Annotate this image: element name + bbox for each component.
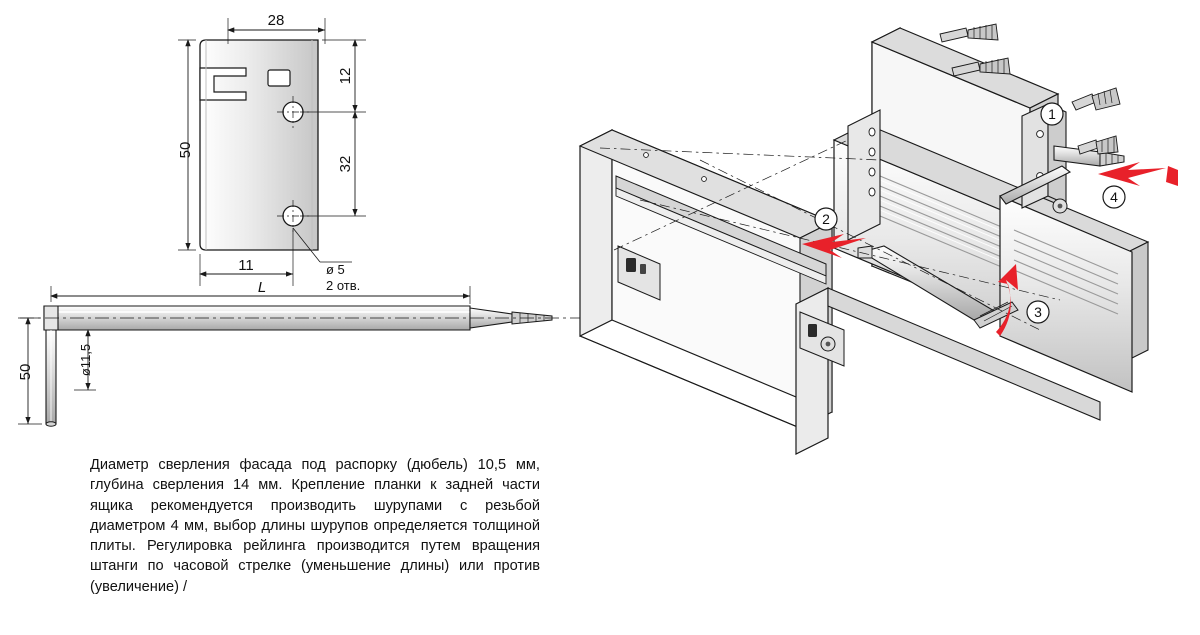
dimension-height-total [177, 40, 196, 250]
dimension-rod-length [51, 279, 470, 304]
callout-1 [1041, 103, 1063, 125]
bracket-plate-front-view [200, 40, 318, 250]
dimension-11-label: 11 [238, 257, 254, 274]
callout-4-label: 4 [1110, 189, 1118, 205]
dimension-rod-diameter [74, 330, 96, 390]
callout-2 [815, 208, 837, 230]
installation-note: Диаметр сверления фасада под распорку (дюбель) 10,5 мм, глубина сверления 14 мм. Крепление планки к задней части ящика рекомендуется производить шурупами с резьбой диаметром 4 мм, выбор длины шурупов определяется толщиной плиты. Регулировка рейлинга производится путем вращения штанги по часовой стрелке (уменьшение длины) или против (увеличение) / [90, 457, 540, 595]
hole-diameter-label: ø 5 [326, 262, 345, 277]
dimension-width-top [228, 12, 325, 44]
screw-icon [940, 24, 998, 42]
dimension-32-label: 32 [337, 155, 354, 173]
dimension-50-rod-label: 50 [17, 363, 34, 381]
drawer-assembly-isometric [580, 24, 1178, 454]
hole-count-label: 2 отв. [326, 278, 361, 293]
callout-4 [1103, 186, 1125, 208]
arrow-red-callout-4 [1098, 162, 1178, 186]
callout-3-label: 3 [1034, 304, 1042, 320]
screw-icon [1078, 136, 1118, 154]
railing-rod-side-view [20, 306, 600, 426]
dimension-diameter-label: ø11,5 [78, 343, 93, 377]
callout-3 [1027, 301, 1049, 323]
dimension-L-label: L [257, 279, 267, 296]
dimension-rod-height [17, 318, 42, 424]
dimension-12-label: 12 [337, 67, 354, 85]
dimension-28-label: 28 [267, 12, 285, 29]
dimension-50-label: 50 [177, 141, 194, 159]
callout-2-label: 2 [822, 211, 830, 227]
screw-icon [1072, 88, 1120, 110]
callout-1-label: 1 [1048, 106, 1056, 122]
